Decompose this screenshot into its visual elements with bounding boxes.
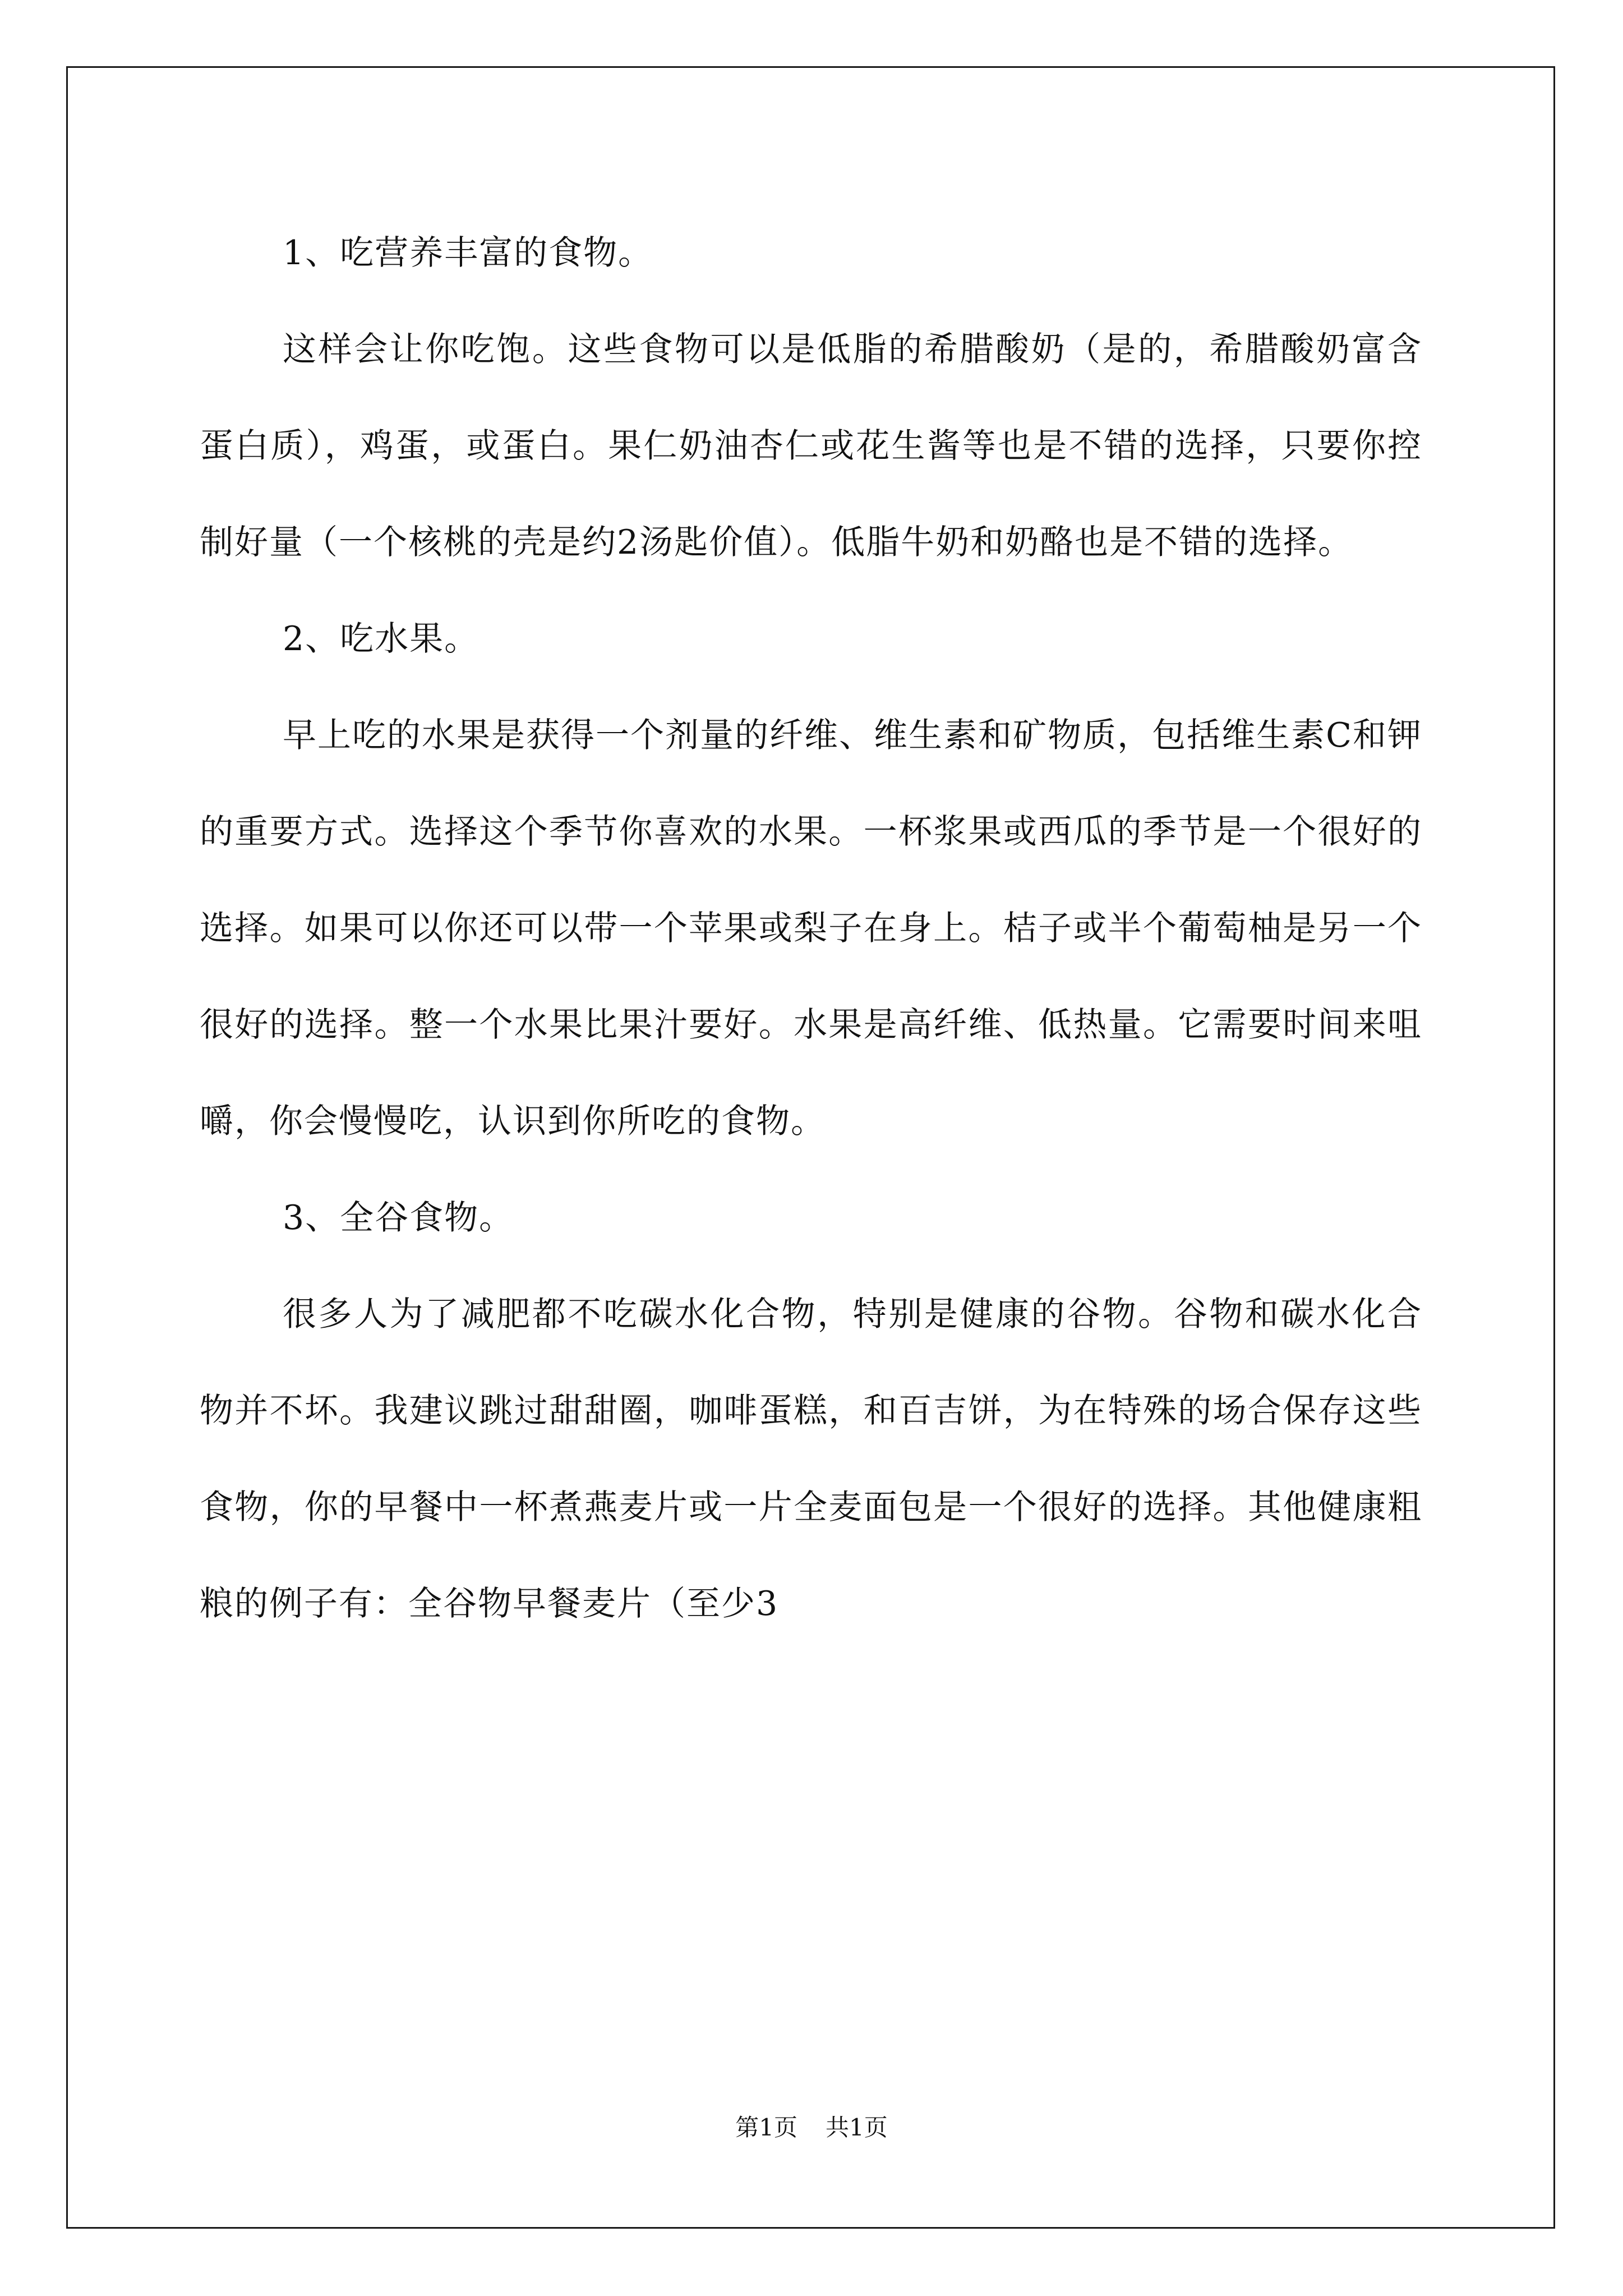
paragraph-nutritious-food: 这样会让你吃饱。这些食物可以是低脂的希腊酸奶（是的，希腊酸奶富含蛋白质），鸡蛋，或蛋白。果仁奶油杏仁或花生酱等也是不错的选择，只要你控制好量（一个核桃的壳是约2汤匙价值）。低脂牛奶和奶酪也是不错的选择。 [200, 330, 1422, 562]
page-total: 共1页 [826, 2114, 888, 2141]
document-body [200, 205, 1422, 1652]
paragraph-whole-grain: 很多人为了减肥都不吃碳水化合物，特别是健康的谷物。谷物和碳水化合物并不坏。我建议跳过甜甜圈，咖啡蛋糕，和百吉饼，为在特殊的场合保存这些食物，你的早餐中一杯煮燕麦片或一片全麦面包是一个很好的选择。其他健康粗粮的例子有：全谷物早餐麦片（至少3 [200, 1295, 1422, 1623]
heading-fruit: 2、吃水果。 [283, 619, 479, 659]
heading-nutritious-food: 1、吃营养丰富的食物。 [283, 233, 653, 273]
page-footer [0, 2109, 1623, 2143]
page-number: 第1页 [735, 2114, 797, 2141]
paragraph-fruit: 早上吃的水果是获得一个剂量的纤维、维生素和矿物质，包括维生素C和钾的重要方式。选择这个季节你喜欢的水果。一杯浆果或西瓜的季节是一个很好的选择。如果可以你还可以带一个苹果或梨子在身上。桔子或半个葡萄柚是另一个很好的选择。整一个水果比果汁要好。水果是高纤维、低热量。它需要时间来咀嚼，你会慢慢吃，认识到你所吃的食物。 [200, 716, 1422, 1141]
heading-whole-grain: 3、全谷食物。 [283, 1198, 514, 1237]
